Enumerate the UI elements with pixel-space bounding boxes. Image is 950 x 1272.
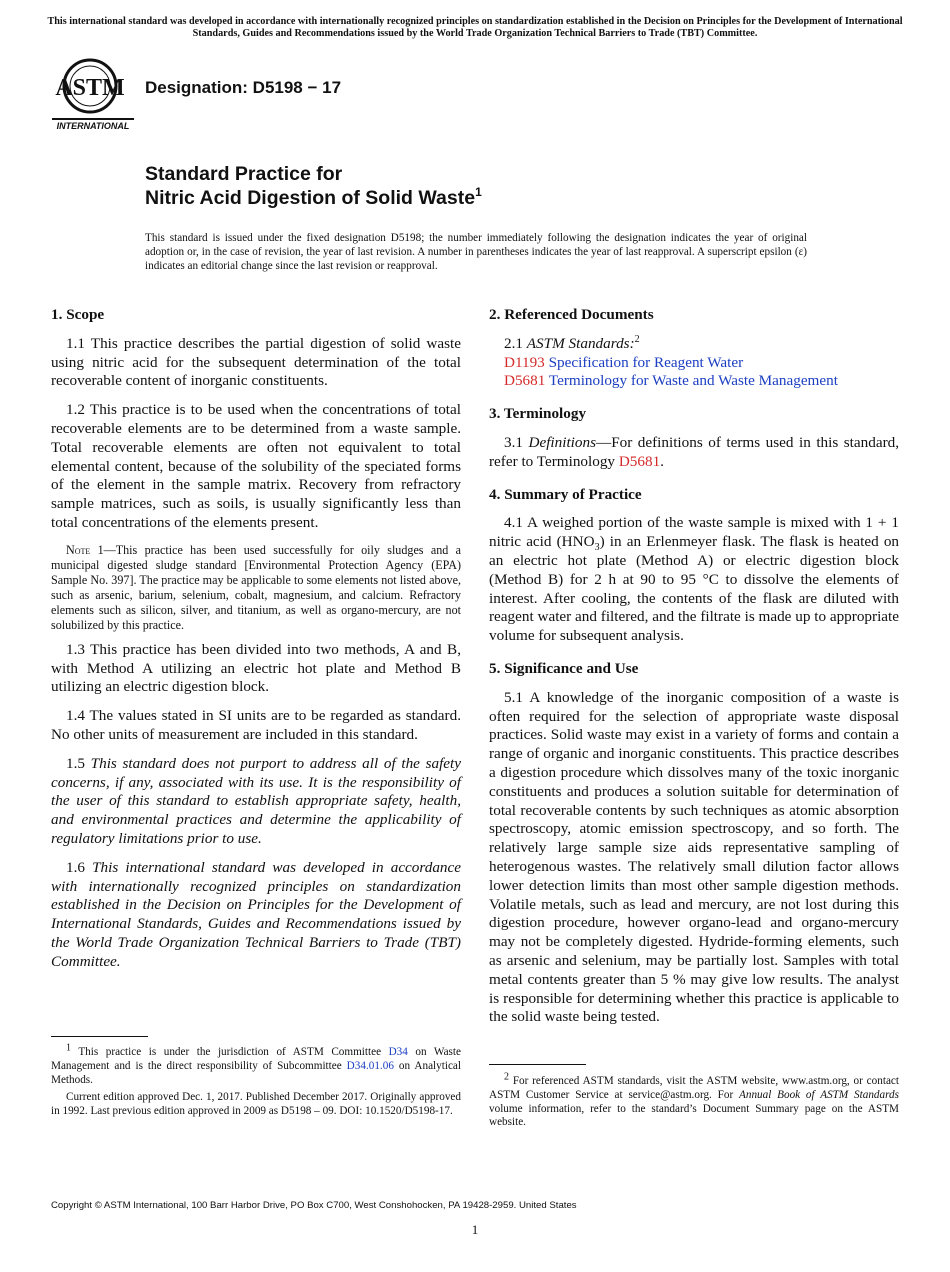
summary-pre: 4.1 A weighed portion of the waste sample is mixed with 1 + 1 nitric acid (HNO xyxy=(489,514,899,551)
term-link[interactable]: D5681 xyxy=(618,452,661,470)
astm-logo-icon xyxy=(52,56,134,132)
logo-text: ASTM xyxy=(55,75,125,101)
scope-heading: 1. Scope xyxy=(51,306,105,323)
scope-p6 xyxy=(51,859,461,972)
terminology-p1 xyxy=(489,434,899,472)
note-text: —This practice has been used successfully for oily sludges and a municipal digested sludge standard [Environmental Protection Agency (EPA) Sample No. 397]. The practice may be applicable to some elements not listed above, such as arsenic, barium, selenium, cobalt, magnesium, and calcium. Refractory elements such as silicon, silver, and titanium, as well as organo-mercury, are not solubilized by this practice. xyxy=(51,542,461,632)
designation: Designation: D5198 − 17 xyxy=(145,78,342,97)
footnote-2 xyxy=(489,1071,899,1134)
referenced-heading: 2. Referenced Documents xyxy=(489,306,654,323)
significance-p1: 5.1 A knowledge of the inorganic composition of a waste is often required for the selection of appropriate waste disposal practices. Solid waste may exist in a variety of forms and contain a range of organic and inorganic constituents. This practice describes a digestion procedure which dissolves many of the toxic inorganic constituents and produces a solution suitable for determination of total recoverable contents by such techniques as atomic absorption spectroscopy, atomic emission spectroscopy, and so forth. The relatively large sample size aids representative sampling of heterogenous wastes. The relatively small dilution factor allows lower detection limits than most other sample digestion methods. Volatile metals, such as lead and mercury, are not lost during this digestion procedure, however organo-lead and organo-mercury may not be completely digested. Hydride-forming elements, such as arsenic and selenium, may be partially lost. Samples with total metal contents greater than 5 % may give low results. The analyst is responsible for determining whether this practice is applicable to the solid waste being tested. xyxy=(489,688,899,1026)
left-column xyxy=(51,306,461,982)
scope-p1: 1.1 This practice describes the partial digestion of solid waste using nitric acid for the subsequent determination of the total recoverable content of inorganic constituents. xyxy=(51,334,461,390)
significance-heading: 5. Significance and Use xyxy=(489,659,639,677)
title-line2: Nitric Acid Digestion of Solid Waste xyxy=(145,187,476,209)
term-end: . xyxy=(660,452,664,470)
terminology-heading: 3. Terminology xyxy=(489,405,587,423)
fn2-italic: Annual Book of ASTM Standards xyxy=(739,1088,899,1101)
term-label: Definitions xyxy=(528,433,596,451)
ref-title-link[interactable]: Terminology for Waste and Waste Management xyxy=(548,372,838,390)
ref-sub-num: 2.1 xyxy=(504,334,523,352)
footnote-1 xyxy=(51,1042,462,1123)
scope-p6-text: This international standard was developed in accordance with internationally recognized principles on standardization established in the Decision on Principles for the Development of International Standards, Guides and Recommendations issued by the World Trade Organization Technical Barriers to Trade (TBT) Committee. xyxy=(51,858,462,970)
ref-sub-label: ASTM Standards: xyxy=(526,334,635,352)
fn2-text-b: volume information, refer to the standard’s Document Summary page on the ASTM website. xyxy=(489,1102,899,1129)
copyright: Copyright © ASTM International, 100 Barr Harbor Drive, PO Box C700, West Conshohocken, PA 19428-2959. United States xyxy=(51,1200,577,1211)
summary-p1 xyxy=(489,514,899,646)
scope-p5-num: 1.5 xyxy=(66,754,85,772)
fn1-text-b: on Waste Management and is the direct responsibility of Subcommittee xyxy=(51,1046,461,1072)
fn1-p2: Current edition approved Dec. 1, 2017. Published December 2017. Originally approved in 1992. Last previous edition approved in 2009 as D5198 – 09. DOI: 10.1520/D5198-17. xyxy=(51,1091,461,1118)
scope-p4: 1.4 The values stated in SI units are to be regarded as standard. No other units of measurement are included in this standard. xyxy=(51,707,461,743)
title-footnote-mark: 1 xyxy=(475,185,482,199)
scope-p5 xyxy=(51,755,461,849)
ref-code-link[interactable]: D5681 xyxy=(504,372,546,390)
right-column xyxy=(489,306,899,1037)
ref-item[interactable] xyxy=(489,354,899,373)
scope-p6-num: 1.6 xyxy=(66,858,85,876)
title-line1: Standard Practice for xyxy=(145,163,343,185)
astm-standards-subheading xyxy=(489,335,899,354)
ref-title-link[interactable]: Specification for Reagent Water xyxy=(548,353,744,371)
term-num: 3.1 xyxy=(504,433,523,451)
scope-p5-text: This standard does not purport to address all of the safety concerns, if any, associated with its use. It is the responsibility of the user of this standard to establish appropriate safety, health, and environmental practices and determine the applicability of regulatory limitations prior to use. xyxy=(51,754,462,847)
fn1-link-d34[interactable]: D34 xyxy=(388,1046,408,1058)
issued-notice: This standard is issued under the fixed designation D5198; the number immediately following the designation indicates the year of original adoption or, in the case of revision, the year of last revision. A number in parentheses indicates the year of last reapproval. A superscript epsilon (ε) indicates an editorial change since the last revision or reapproval. xyxy=(145,232,807,272)
fn1-link-subcommittee[interactable]: D34.01.06 xyxy=(346,1059,394,1072)
footnote-divider xyxy=(51,1036,148,1037)
summary-post: ) in an Erlenmeyer flask. The flask is heated on an electric hot plate (Method A) or electric digestion block (Method B) for 2 h at 90 to 95 °C to dissolve the elements of interest. After cooling, the contents of the flask are diluted with reagent water and filtered, and the filtrate is made up to appropriate volume for subsequent analysis. xyxy=(489,533,900,645)
ref-item[interactable] xyxy=(489,372,899,391)
ref-sub-mark: 2 xyxy=(634,333,640,345)
term-text: —For definitions of terms used in this standard, refer to Terminology xyxy=(489,433,900,470)
scope-p2: 1.2 This practice is to be used when the concentrations of total recoverable elements are to be determined from a waste sample. Total recoverable elements are often not equivalent to total elemental content, because of the solubility of the speciated forms of the element in the sample matrix. Recovery from refractory sample matrices, such as soils, is usually significantly less than total concentrations of the elements present. xyxy=(51,401,461,531)
footnote-divider xyxy=(489,1064,586,1065)
scope-p3: 1.3 This practice has been divided into two methods, A and B, with Method A utilizing an electric hot plate and Method B utilizing an electric digestion block. xyxy=(51,640,461,696)
fn1-text-c: on Analytical Methods. xyxy=(51,1059,462,1086)
summary-heading: 4. Summary of Practice xyxy=(489,485,642,503)
note-label: Note 1 xyxy=(66,542,104,557)
fn1-text-a: This practice is under the jurisdiction of ASTM Committee xyxy=(71,1046,389,1058)
fn2-mark: 2 xyxy=(504,1071,509,1083)
logo-subtext: INTERNATIONAL xyxy=(56,121,130,131)
fn1-mark: 1 xyxy=(66,1042,71,1054)
ref-code-link[interactable]: D1193 xyxy=(504,353,545,371)
fn2-text-a: For referenced ASTM standards, visit the ASTM website, www.astm.org, or contact ASTM Customer Service at service@astm.org. For xyxy=(489,1075,899,1101)
page-title xyxy=(145,162,482,210)
header-notice: This international standard was developed in accordance with internationally recognized principles on standardization established in the Decision on Principles for the Development of International Standards, Guides and Recommendations issued by the World Trade Organization Technical Barriers to Trade (TBT) Committee. xyxy=(47,16,903,39)
page-number: 1 xyxy=(471,1222,479,1237)
note-1 xyxy=(51,543,461,633)
summary-sub: 3 xyxy=(594,542,600,554)
